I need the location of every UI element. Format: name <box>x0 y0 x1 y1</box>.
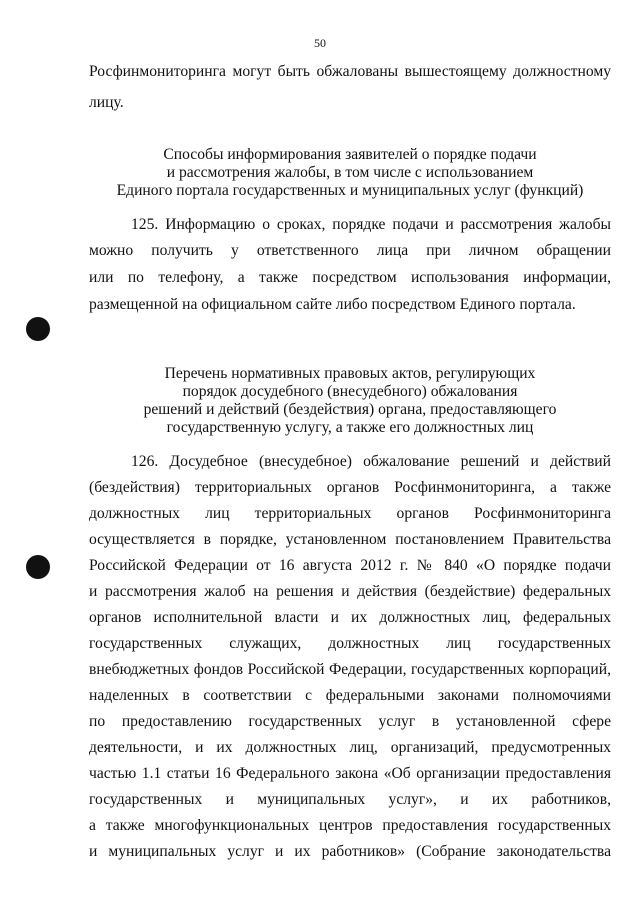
text-line: 125. Информацию о сроках, порядке подачи и рассмотрения жалобы <box>131 216 611 233</box>
text-line: должностных лиц территориальных органов Росфинмониторинга <box>89 505 611 522</box>
heading-line: и рассмотрения жалобы, в том числе с использованием <box>166 164 534 181</box>
heading-line: Способы информирования заявителей о порядке подачи <box>163 146 537 163</box>
heading-line: государственную услугу, а также его должностных лиц <box>166 419 534 436</box>
heading-line: решений и действий (бездействия) органа, предоставляющего <box>143 401 557 418</box>
text-line: осуществляется в порядке, установленном постановлением Правительства <box>89 531 611 548</box>
text-line: и муниципальных услуг и их работников» (Собрание законодательства <box>89 843 611 860</box>
heading-line: порядок досудебного (внесудебного) обжалования <box>182 383 518 400</box>
text-line: деятельности, и их должностных лиц, организаций, предусмотренных <box>89 739 611 756</box>
text-line: или по телефону, а также посредством использования информации, <box>89 269 611 286</box>
heading-line: Единого портала государственных и муниципальных услуг (функций) <box>116 182 584 199</box>
punch-hole-mark <box>26 317 50 341</box>
text-line: Росфинмониторинга могут быть обжалованы вышестоящему должностному <box>89 63 611 80</box>
text-line: размещенной на официальном сайте либо посредством Единого портала. <box>89 296 576 313</box>
punch-hole-mark <box>26 555 50 579</box>
text-line: лицу. <box>89 94 124 111</box>
text-line: органов исполнительной власти и их должностных лиц, федеральных <box>89 609 611 626</box>
text-line: наделенных в соответствии с федеральными законами полномочиями <box>89 687 611 704</box>
text-line: а также многофункциональных центров предоставления государственных <box>89 817 611 834</box>
text-line: внебюджетных фондов Российской Федерации, государственных корпораций, <box>89 661 611 678</box>
text-line: и рассмотрения жалоб на решения и действия (бездействие) федеральных <box>89 583 611 600</box>
text-line: 126. Досудебное (внесудебное) обжалование решений и действий <box>131 453 611 470</box>
text-line: Российской Федерации от 16 августа 2012 г. № 840 «О порядке подачи <box>89 557 611 574</box>
text-line: (бездействия) территориальных органов Росфинмониторинга, а также <box>89 479 611 496</box>
text-line: частью 1.1 статьи 16 Федерального закона «Об организации предоставления <box>89 765 611 782</box>
page-number: 50 <box>314 36 326 50</box>
text-line: можно получить у ответственного лица при личном обращении <box>89 242 611 259</box>
text-line: государственных служащих, должностных лиц государственных <box>89 635 611 652</box>
heading-line: Перечень нормативных правовых актов, регулирующих <box>164 365 536 382</box>
text-line: государственных и муниципальных услуг», и их работников, <box>89 791 611 808</box>
text-line: по предоставлению государственных услуг в установленной сфере <box>89 713 611 730</box>
